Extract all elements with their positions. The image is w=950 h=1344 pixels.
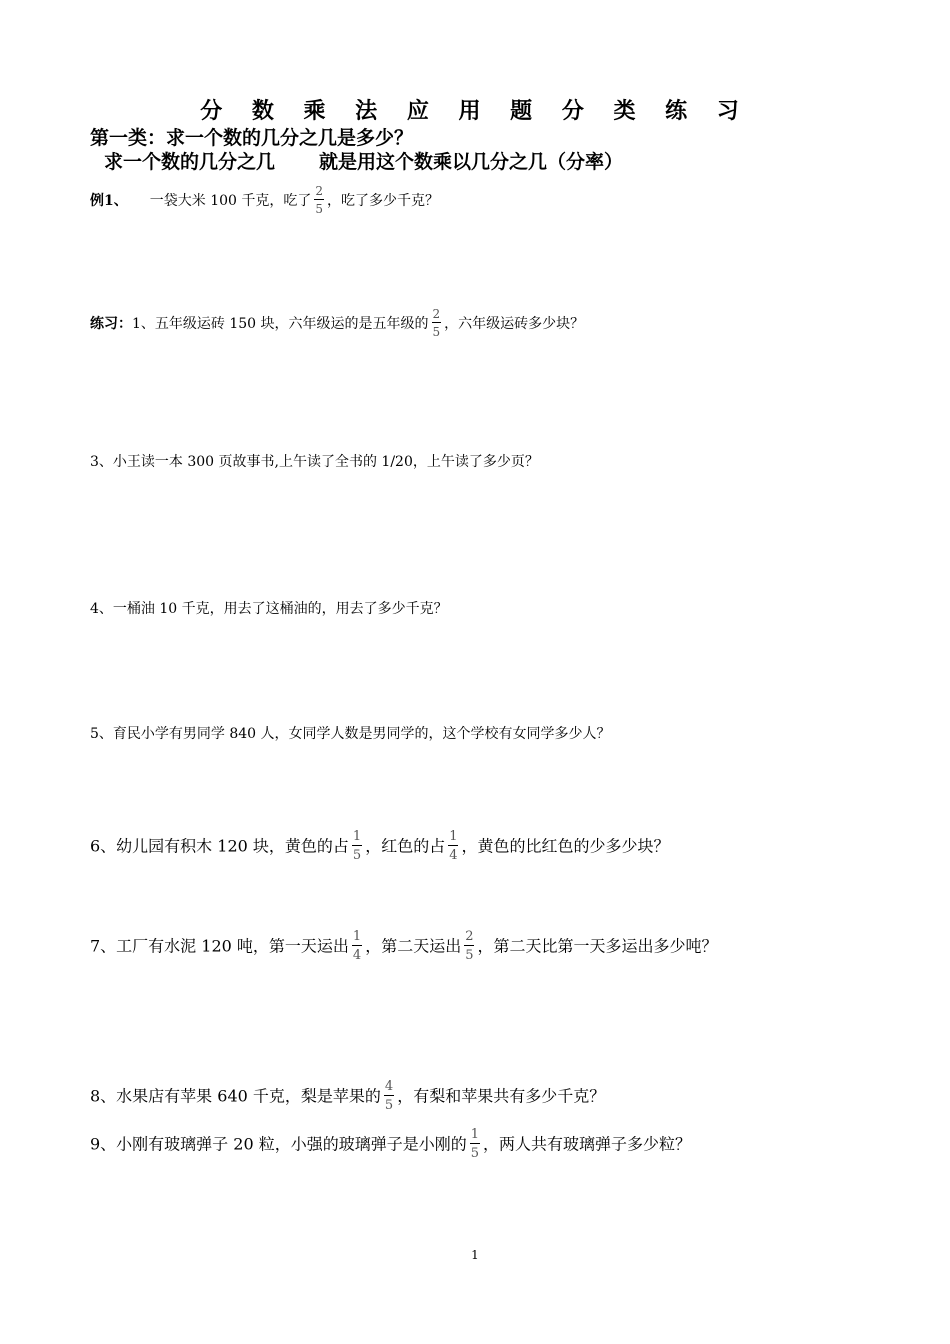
fraction: $\frac{1}{4}$ xyxy=(449,829,458,863)
question-3: 3、小王读一本 300 页故事书,上午读了全书的 1/20，上午读了多少页？ xyxy=(90,454,539,470)
example-text-before: 一袋大米 100 千克，吃了 xyxy=(149,193,312,209)
example-1 xyxy=(90,186,439,216)
fraction: $\frac{1}{5}$ xyxy=(352,829,362,863)
fraction: $\frac{2}{5}$ xyxy=(315,184,324,216)
fraction: $\frac{2}{5}$ xyxy=(465,929,474,963)
question-7: 7、工厂有水泥 120 吨，第一天运出 $\frac{1}{4}$ ，第二天运出 $\frac{2}{5}$ ，第二天比第一天多运出多少吨？ xyxy=(90,929,718,963)
example-text-after: ，吃了多少千克？ xyxy=(327,193,440,209)
practice-text-after: ，六年级运砖多少块？ xyxy=(444,316,585,332)
question-4: 4、一桶油 10 千克，用去了这桶油的，用去了多少千克？ xyxy=(90,601,448,617)
example-label: 例1、 xyxy=(90,193,128,209)
question-5: 5、育民小学有男同学 840 人，女同学人数是男同学的，这个学校有女同学多少人？ xyxy=(90,726,611,742)
question-9: 9、小刚有玻璃弹子 20 粒，小强的玻璃弹子是小刚的 $\frac{1}{5}$ ，两人共有玻璃弹子多少粒？ xyxy=(90,1127,692,1161)
rule-part-2: 就是用这个数乘以几分之几（分率） xyxy=(319,151,624,173)
section-heading: 第一类：求一个数的几分之几是多少？ xyxy=(90,127,414,149)
page-title: 分 数 乘 法 应 用 题 分 类 练 习 xyxy=(200,98,750,124)
fraction: $\frac{4}{5}$ xyxy=(384,1079,394,1113)
question-8: 8、水果店有苹果 640 千克，梨是苹果的 $\frac{4}{5}$ ，有梨和苹果共有多少千克？ xyxy=(90,1079,606,1113)
practice-1 xyxy=(90,309,584,339)
rule-part-1: 求一个数的几分之几 xyxy=(104,151,276,173)
question-6: 6、幼儿园有积木 120 块，黄色的占 $\frac{1}{5}$ ，红色的占 $\frac{1}{4}$ ，黄色的比红色的少多少块？ xyxy=(90,829,670,863)
fraction: $\frac{1}{4}$ xyxy=(352,929,362,963)
page-number: 1 xyxy=(471,1248,479,1262)
practice-label: 练习： xyxy=(90,316,132,332)
fraction: $\frac{2}{5}$ xyxy=(432,307,441,339)
fraction: $\frac{1}{5}$ xyxy=(470,1127,479,1161)
section-rule xyxy=(104,147,623,174)
practice-text-before: 1、五年级运砖 150 块，六年级运的是五年级的 xyxy=(132,316,429,332)
